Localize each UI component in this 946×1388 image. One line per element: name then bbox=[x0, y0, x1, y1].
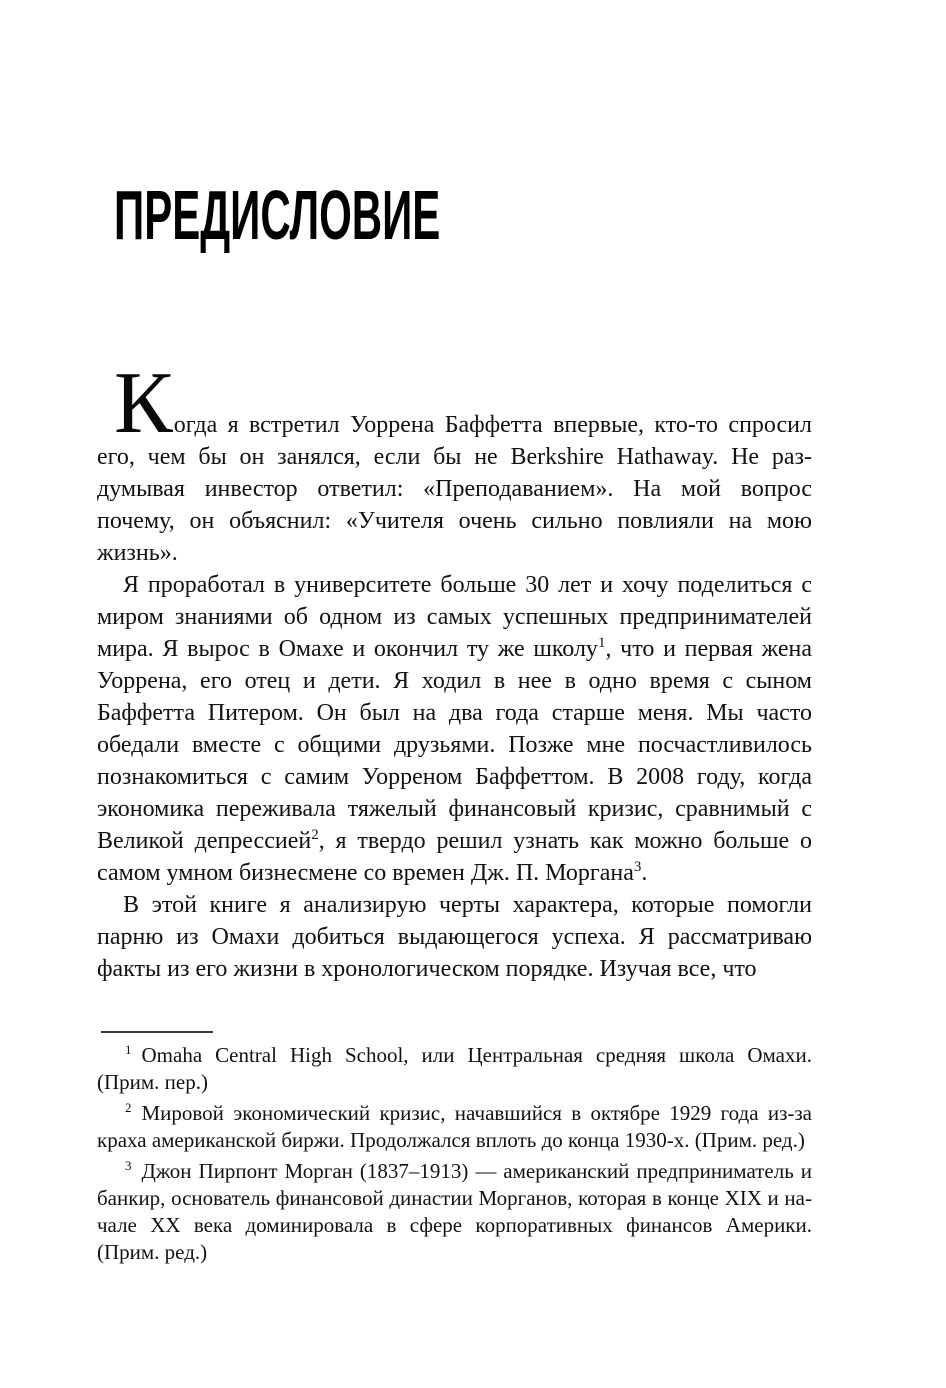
footnote-ref-3: 3 bbox=[633, 859, 642, 875]
footnote-3 bbox=[97, 1158, 812, 1266]
paragraph-2-text-b: , что и первая жена Уоррена, его отец и дети. Я ходил в нее в одно время с сыном Баффетта Питером. Он был на два года старше меня. Мы часто обедали вместе с общими друзьями. Позже мне посчастливилось познакомиться с самим Уорреном Баффеттом. В 2008 году, когда экономика переживала тяжелый финансовый кризис, сравнимый с Великой депрессией bbox=[97, 636, 813, 854]
chapter-title: ПРЕДИСЛОВИЕ bbox=[114, 176, 441, 254]
paragraph-2-text-d: . bbox=[641, 860, 648, 886]
body-text bbox=[97, 355, 813, 985]
footnote-ref-1: 1 bbox=[597, 635, 606, 651]
footnote-3-marker: 3 bbox=[125, 1158, 132, 1173]
footnote-3-text: Джон Пирпонт Морган (1837–1913) — американский предприниматель и банкир, основатель финансовой династии Морганов, которая в конце XIX и начале XX века доминировала в сфере корпоративных финансов Америки. (Прим. ред.) bbox=[97, 1159, 812, 1264]
footnote-1 bbox=[97, 1042, 812, 1096]
footnote-2-marker: 2 bbox=[125, 1100, 132, 1115]
paragraph-2-text-c: , я твердо решил узнать как можно больше о самом умном бизнесмене со времен Дж. П. Моргана bbox=[97, 828, 812, 886]
paragraph-1 bbox=[97, 355, 812, 569]
footnote-2 bbox=[97, 1100, 812, 1154]
paragraph-2-text-a: Я проработал в университете больше 30 лет и хочу поделиться с миром знаниями об одном из самых успешных предпринимателей мира. Я вырос в Омахе и окончил ту же школу bbox=[97, 572, 812, 662]
footnote-2-text: Мировой экономический кризис, начавшийся в октябре 1929 года из-за краха американской биржи. Продолжался вплоть до конца 1930-х. (Прим. ред.) bbox=[97, 1101, 812, 1152]
paragraph-2 bbox=[97, 569, 812, 889]
footnote-ref-2: 2 bbox=[311, 827, 319, 843]
footnote-1-text: Omaha Central High School, или Центральная средняя школа Омахи. (Прим. пер.) bbox=[97, 1043, 812, 1094]
footnotes-section bbox=[97, 1031, 812, 1270]
footnote-1-marker: 1 bbox=[125, 1042, 132, 1057]
drop-cap-initial: К bbox=[114, 355, 174, 452]
paragraph-1-text: огда я встретил Уоррена Баффетта впервые, кто-то спросил его, чем бы он занялся, если бы не Berkshire Hathaway. Не раздумывая инвестор ответил: «Преподаванием». На мой вопрос почему, он объяснил: «Учителя очень сильно повлияли на мою жизнь». bbox=[97, 412, 812, 566]
paragraph-3: В этой книге я анализирую черты характера, которые помогли парню из Омахи добиться выдающегося успеха. Я рассматриваю факты из его жизни в хронологическом порядке. Изучая все, что bbox=[97, 892, 812, 982]
footnote-divider bbox=[101, 1031, 213, 1033]
